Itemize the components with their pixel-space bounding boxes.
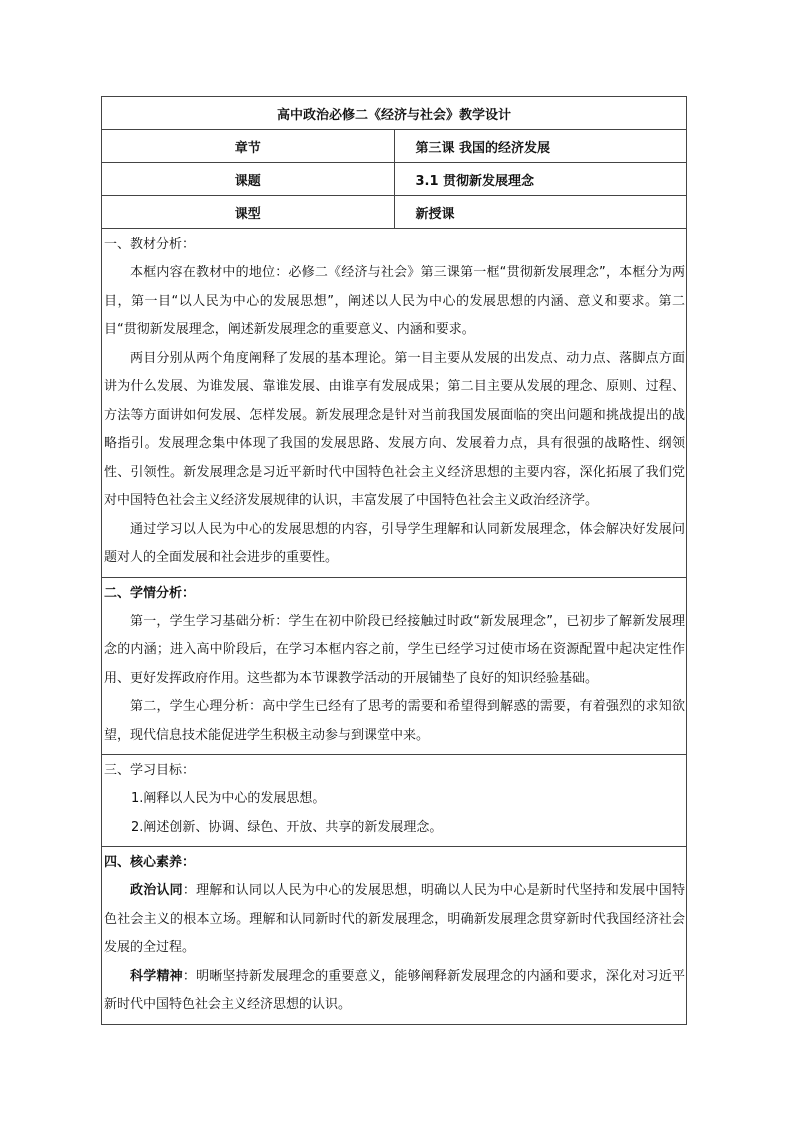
- paragraph-lead: 科学精神: [130, 968, 183, 984]
- paragraph: [104, 877, 685, 963]
- lesson-type-value: 新授课: [394, 196, 687, 229]
- document-title: 高中政治必修二《经济与社会》教学设计: [102, 97, 687, 130]
- topic-label: 课题: [102, 163, 395, 196]
- paragraph: 第一，学生学习基础分析：学生在初中阶段已经接触过时政“新发展理念”，已初步了解新发展理念的内涵；进入高中阶段后，在学习本框内容之前，学生已经学习过使市场在资源配置中起决定性作用、更好发挥政府作用。这些都为本节课教学活动的开展铺垫了良好的知识经验基础。: [104, 613, 685, 686]
- section-heading: 一、教材分析：: [104, 237, 196, 252]
- paragraph-lead: 政治认同: [130, 883, 183, 898]
- chapter-value: 第三课 我国的经济发展: [394, 130, 687, 163]
- paragraph: 通过学习以人民为中心的发展思想的内容，引导学生理解和认同新发展理念，体会解决好发展问题对人的全面发展和社会进步的重要性。: [104, 521, 685, 565]
- section-core-literacy: [102, 847, 687, 1025]
- paragraph: 本框内容在教材中的地位：必修二《经济与社会》第三课第一框“贯彻新发展理念”，本框分为两目，第一目“以人民为中心的发展思想”，阐述以人民为中心的发展思想的内涵、意义和要求。第二目“贯彻新发展理念，阐述新发展理念的重要意义、内涵和要求。: [104, 265, 685, 337]
- section-learning-goals: [102, 755, 687, 847]
- paragraph: [104, 963, 685, 1020]
- chapter-label: 章节: [102, 130, 395, 163]
- list-item: 2.阐述创新、协调、绿色、开放、共享的新发展理念。: [131, 819, 443, 835]
- topic-value: 3.1 贯彻新发展理念: [394, 163, 687, 196]
- section-student-analysis: [102, 577, 687, 755]
- table-row: [102, 196, 687, 229]
- section-heading: 三、学习目标：: [104, 763, 196, 778]
- section-heading: 四、核心素养：: [104, 855, 196, 870]
- paragraph-body: ：明晰坚持新发展理念的重要意义，能够阐释新发展理念的内涵和要求，深化对习近平新时代中国特色社会主义经济思想的认识。: [104, 968, 685, 1012]
- section-heading: 二、学情分析：: [104, 585, 196, 601]
- section-textbook-analysis: [102, 229, 687, 578]
- table-row: [102, 163, 687, 196]
- lesson-type-label: 课型: [102, 196, 395, 229]
- list-item: 1.阐释以人民为中心的发展思想。: [131, 791, 326, 806]
- paragraph: 两目分别从两个角度阐释了发展的基本理论。第一目主要从发展的出发点、动力点、落脚点方面讲为什么发展、为谁发展、靠谁发展、由谁享有发展成果；第二目主要从发展的理念、原则、过程、方法等方面讲如何发展、怎样发展。新发展理念是针对当前我国发展面临的突出问题和挑战提出的战略指引。发展理念集中体现了我国的发展思路、发展方向、发展着力点，具有很强的战略性、纲领性、引领性。新发展理念是习近平新时代中国特色社会主义经济思想的主要内容，深化拓展了我们党对中国特色社会主义经济发展规律的认识，丰富发展了中国特色社会主义政治经济学。: [104, 350, 685, 508]
- table-row: [102, 130, 687, 163]
- paragraph-body: ：理解和认同以人民为中心的发展思想，明确以人民为中心是新时代坚持和发展中国特色社会主义的根本立场。理解和认同新时代的新发展理念，明确新发展理念贯穿新时代我国经济社会发展的全过程。: [104, 883, 685, 955]
- lesson-plan-table: [101, 96, 687, 1025]
- paragraph: 第二，学生心理分析：高中学生已经有了思考的需要和希望得到解惑的需要，有着强烈的求知欲望，现代信息技术能促进学生积极主动参与到课堂中来。: [104, 699, 685, 743]
